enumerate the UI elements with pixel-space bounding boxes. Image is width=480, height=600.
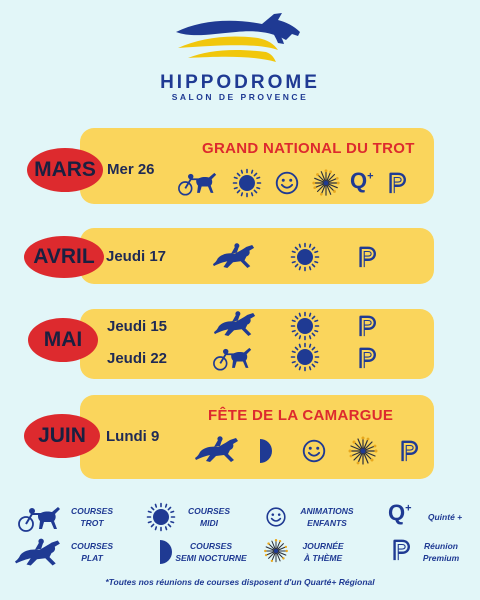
legend-text: COURSES bbox=[187, 506, 231, 516]
legend-text: COURSES bbox=[189, 541, 233, 551]
parking-icon bbox=[356, 345, 378, 371]
legend-text: ANIMATIONS bbox=[300, 506, 354, 516]
month-badge-mai: MAI bbox=[28, 318, 98, 362]
legend-text: Réunion bbox=[424, 541, 458, 551]
parking-icon bbox=[356, 313, 378, 339]
legend-text: Premium bbox=[422, 553, 460, 563]
month-badge-mars: MARS bbox=[27, 148, 103, 192]
month-badge-juin: JUIN bbox=[24, 414, 100, 458]
legend-premium bbox=[414, 540, 468, 564]
event-title-grand-national: GRAND NATIONAL DU TROT bbox=[202, 140, 415, 157]
sun-icon bbox=[290, 242, 320, 272]
date-label: Jeudi 22 bbox=[107, 350, 168, 367]
trot-icon bbox=[18, 502, 62, 532]
footer-note: *Toutes nos réunions de courses disposent d'un Quarté+ Régional bbox=[105, 577, 375, 587]
fireworks-icon bbox=[262, 538, 290, 564]
date-label: Mer 26 bbox=[107, 161, 155, 178]
legend-text: COURSES bbox=[70, 506, 114, 516]
parking-icon bbox=[356, 244, 378, 270]
month-badge-avril: AVRIL bbox=[24, 236, 104, 278]
quinte-plus-icon: Q+ bbox=[388, 500, 412, 525]
legend-quinte: Quinté + bbox=[427, 512, 463, 522]
sun-icon bbox=[146, 502, 176, 532]
smiley-icon bbox=[264, 505, 288, 529]
legend-text: PLAT bbox=[81, 553, 103, 563]
flat-race-icon bbox=[212, 243, 256, 270]
legend-text: JOURNÉE bbox=[302, 541, 344, 551]
legend-journee-theme bbox=[292, 540, 354, 564]
flat-race-icon bbox=[14, 538, 62, 568]
hippodrome-logo bbox=[170, 10, 310, 70]
fireworks-icon bbox=[346, 435, 380, 467]
legend-text: COURSES bbox=[70, 541, 114, 551]
sun-icon bbox=[232, 168, 262, 198]
sun-icon bbox=[290, 342, 320, 372]
trot-icon bbox=[213, 343, 253, 371]
parking-icon bbox=[398, 438, 420, 464]
date-label: Jeudi 15 bbox=[107, 318, 168, 335]
legend-animations bbox=[290, 505, 364, 529]
brand-subtitle: SALON DE PROVENCE bbox=[171, 92, 309, 102]
legend-trot bbox=[62, 505, 122, 529]
date-label: Lundi 9 bbox=[106, 428, 160, 445]
legend-text: SEMI NOCTURNE bbox=[175, 553, 247, 563]
fireworks-icon bbox=[310, 168, 342, 198]
legend-midi bbox=[176, 505, 242, 529]
parking-icon bbox=[386, 170, 408, 196]
date-label: Jeudi 17 bbox=[106, 248, 167, 265]
trot-icon bbox=[178, 168, 218, 196]
event-title-fete-camargue: FÊTE DE LA CAMARGUE bbox=[208, 407, 394, 424]
legend-text: TROT bbox=[80, 518, 104, 528]
flat-race-icon bbox=[194, 436, 240, 464]
smiley-icon bbox=[273, 169, 301, 197]
legend-semi-nocturne bbox=[172, 540, 250, 564]
legend-text: À THÈME bbox=[303, 553, 343, 563]
legend-text: ENFANTS bbox=[307, 518, 347, 528]
half-sun-icon bbox=[248, 436, 278, 466]
legend-plat bbox=[62, 540, 122, 564]
legend-text: MIDI bbox=[200, 518, 218, 528]
smiley-icon bbox=[300, 437, 328, 465]
parking-icon bbox=[390, 537, 412, 563]
sun-icon bbox=[290, 311, 320, 341]
quinte-plus-icon: Q+ bbox=[350, 168, 374, 193]
brand-title: HIPPODROME bbox=[160, 72, 320, 93]
flat-race-icon bbox=[213, 311, 257, 338]
